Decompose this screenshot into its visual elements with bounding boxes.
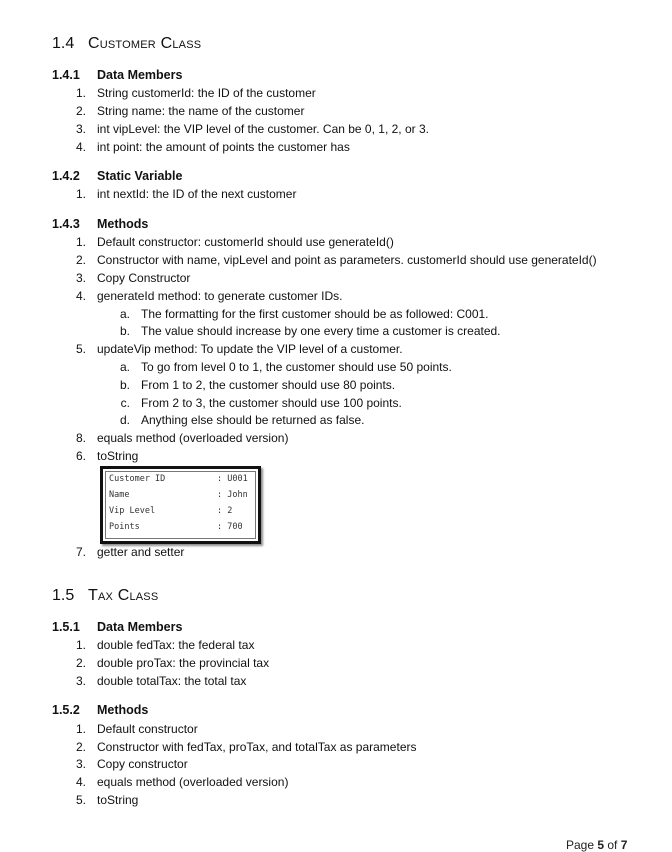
list-marker: 2. (75, 740, 86, 754)
list-marker: c. (120, 396, 130, 410)
list-item (72, 342, 403, 356)
section-heading-customer-class (52, 35, 201, 53)
section-title: Customer Class (88, 35, 202, 52)
console-value: : U001 (217, 474, 248, 484)
console-row (109, 474, 248, 484)
list-text: Constructor with name, vipLevel and point as parameters. customerId should use generateId() (97, 253, 597, 267)
list-text: double fedTax: the federal tax (97, 638, 255, 652)
sub-list-item (116, 360, 452, 374)
footer-of: of (604, 838, 621, 852)
list-marker: b. (119, 378, 130, 392)
list-marker: a. (119, 360, 130, 374)
list-item (72, 545, 184, 559)
list-marker: b. (119, 324, 130, 338)
section-title: Tax Class (88, 587, 159, 604)
list-item (72, 722, 198, 736)
console-row (109, 522, 243, 532)
page-footer (566, 838, 627, 852)
page-total: 7 (620, 838, 628, 852)
list-marker: 2. (75, 253, 86, 267)
list-text: toString (97, 793, 139, 807)
subsection-number: 1.5.1 (52, 620, 80, 634)
list-text: To go from level 0 to 1, the customer should use 50 points. (141, 360, 452, 374)
list-text: Constructor with fedTax, proTax, and totalTax as parameters (97, 740, 417, 754)
subsection-title: Data Members (97, 68, 183, 82)
list-marker: 8. (75, 431, 86, 445)
subsection-number: 1.4.1 (52, 68, 80, 82)
list-marker: 1. (75, 86, 86, 100)
list-marker: 4. (75, 289, 86, 303)
list-item (72, 674, 246, 688)
footer-prefix: Page (566, 838, 598, 852)
list-item (72, 86, 316, 100)
list-marker: 3. (75, 122, 86, 136)
list-marker: 5. (75, 342, 86, 356)
console-output-example (100, 466, 261, 544)
list-text: equals method (overloaded version) (97, 775, 289, 789)
list-marker: 1. (75, 638, 86, 652)
list-item (72, 271, 190, 285)
list-item (72, 140, 350, 154)
list-item (72, 656, 269, 670)
section-number: 1.5 (52, 587, 75, 604)
list-marker: 1. (75, 722, 86, 736)
console-value: : John (217, 490, 248, 500)
list-text: updateVip method: To update the VIP level of a customer. (97, 342, 403, 356)
list-marker: 2. (75, 104, 86, 118)
list-text: Copy Constructor (97, 271, 191, 285)
subsection-number: 1.5.2 (52, 703, 80, 717)
list-marker: d. (119, 413, 130, 427)
list-text: The value should increase by one every time a customer is created. (141, 324, 501, 338)
subsection-heading-data-members (52, 620, 182, 634)
console-value: : 2 (217, 506, 233, 516)
console-key: Vip Level (109, 506, 156, 516)
list-item (72, 235, 394, 249)
list-text: toString (97, 449, 139, 463)
list-marker: 3. (75, 271, 86, 285)
list-item (72, 793, 138, 807)
section-heading-tax-class (52, 587, 158, 605)
sub-list-item (116, 396, 402, 410)
list-text: Anything else should be returned as false. (141, 413, 365, 427)
subsection-number: 1.4.3 (52, 217, 80, 231)
list-text: From 2 to 3, the customer should use 100 points. (141, 396, 402, 410)
list-marker: 6. (75, 449, 86, 463)
list-text: int vipLevel: the VIP level of the customer. Can be 0, 1, 2, or 3. (97, 122, 429, 136)
list-item (72, 638, 254, 652)
list-text: generateId method: to generate customer IDs. (97, 289, 343, 303)
subsection-number: 1.4.2 (52, 169, 80, 183)
list-marker: 5. (75, 793, 86, 807)
list-item (72, 757, 188, 771)
subsection-heading-methods (52, 703, 148, 717)
list-marker: a. (119, 307, 130, 321)
list-text: From 1 to 2, the customer should use 80 points. (141, 378, 396, 392)
list-text: Default constructor: customerId should use generateId() (97, 235, 394, 249)
list-item (72, 104, 304, 118)
console-row (109, 490, 248, 500)
list-item (72, 122, 429, 136)
list-marker: 7. (75, 545, 86, 559)
list-item (72, 289, 342, 303)
sub-list-item (116, 324, 501, 338)
section-number: 1.4 (52, 35, 75, 52)
console-frame (105, 471, 256, 539)
list-text: String name: the name of the customer (97, 104, 305, 118)
list-text: double proTax: the provincial tax (97, 656, 270, 670)
list-text: getter and setter (97, 545, 185, 559)
console-key: Name (109, 490, 130, 500)
list-marker: 4. (75, 775, 86, 789)
list-item (72, 775, 288, 789)
list-marker: 3. (75, 757, 86, 771)
list-text: equals method (overloaded version) (97, 431, 289, 445)
sub-list-item (116, 378, 395, 392)
subsection-heading-data-members (52, 68, 182, 82)
list-marker: 1. (75, 235, 86, 249)
subsection-heading-static-variable (52, 169, 182, 183)
list-marker: 4. (75, 140, 86, 154)
console-key: Customer ID (109, 474, 166, 484)
list-item (72, 740, 416, 754)
sub-list-item (116, 307, 489, 321)
console-key: Points (109, 522, 140, 532)
list-text: int nextId: the ID of the next customer (97, 187, 297, 201)
subsection-title: Data Members (97, 620, 183, 634)
console-row (109, 506, 232, 516)
list-text: double totalTax: the total tax (97, 674, 247, 688)
sub-list-item (116, 413, 364, 427)
console-value: : 700 (217, 522, 243, 532)
subsection-heading-methods (52, 217, 148, 231)
subsection-title: Methods (97, 217, 149, 231)
subsection-title: Static Variable (97, 169, 183, 183)
list-item (72, 449, 138, 463)
list-text: Copy constructor (97, 757, 188, 771)
list-item (72, 253, 597, 267)
list-text: The formatting for the first customer should be as followed: C001. (141, 307, 489, 321)
list-marker: 2. (75, 656, 86, 670)
list-text: String customerId: the ID of the customer (97, 86, 316, 100)
subsection-title: Methods (97, 703, 149, 717)
list-item (72, 187, 296, 201)
list-text: Default constructor (97, 722, 198, 736)
list-text: int point: the amount of points the customer has (97, 140, 350, 154)
list-item (72, 431, 288, 445)
list-marker: 1. (75, 187, 86, 201)
list-marker: 3. (75, 674, 86, 688)
page-number: 5 (597, 838, 605, 852)
